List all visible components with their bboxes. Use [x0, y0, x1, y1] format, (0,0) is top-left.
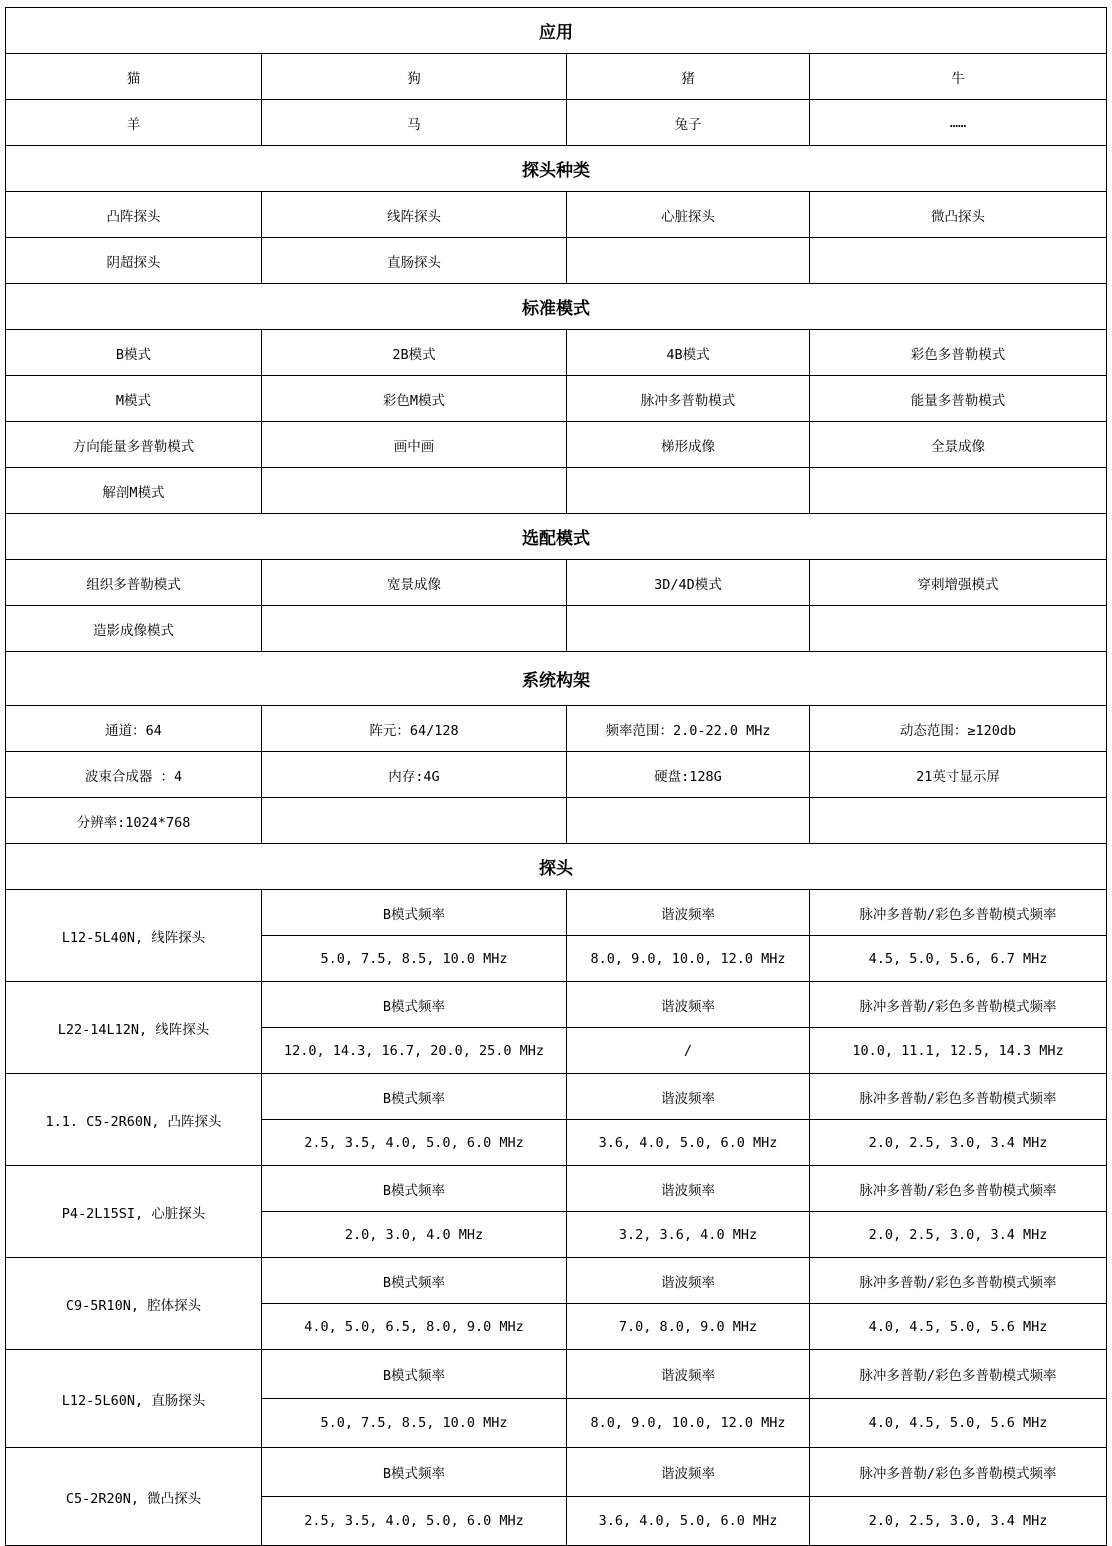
cell — [567, 798, 810, 844]
cell: 能量多普勒模式 — [810, 376, 1107, 422]
probe-name: L12-5L60N, 直肠探头 — [6, 1350, 262, 1448]
cell: 羊 — [6, 100, 262, 146]
probe-header-harmonic: 谐波频率 — [567, 1448, 810, 1497]
cell: 通道：64 — [6, 706, 262, 752]
cell: 造影成像模式 — [6, 606, 262, 652]
cell: 微凸探头 — [810, 192, 1107, 238]
cell: 画中画 — [262, 422, 567, 468]
cell — [810, 606, 1107, 652]
section-title-application: 应用 — [6, 8, 1107, 54]
cell: B模式 — [6, 330, 262, 376]
probe-name: L12-5L40N, 线阵探头 — [6, 890, 262, 982]
table-row — [6, 238, 1107, 284]
cell — [262, 606, 567, 652]
table-row — [6, 560, 1107, 606]
cell: 组织多普勒模式 — [6, 560, 262, 606]
cell: 内存:4G — [262, 752, 567, 798]
probe-harmonic-value: 8.0, 9.0, 10.0, 12.0 MHz — [567, 936, 810, 982]
probe-header-b-mode: B模式频率 — [262, 1166, 567, 1212]
cell: 宽景成像 — [262, 560, 567, 606]
probe-b-mode-value: 5.0, 7.5, 8.5, 10.0 MHz — [262, 936, 567, 982]
table-row — [6, 706, 1107, 752]
probe-b-mode-value: 2.5, 3.5, 4.0, 5.0, 6.0 MHz — [262, 1497, 567, 1546]
cell: 动态范围：≥120db — [810, 706, 1107, 752]
cell: 波束合成器 ：4 — [6, 752, 262, 798]
table-row — [6, 376, 1107, 422]
cell: 解剖M模式 — [6, 468, 262, 514]
cell: 兔子 — [567, 100, 810, 146]
section-title-optional-modes: 选配模式 — [6, 514, 1107, 560]
probe-harmonic-value: 8.0, 9.0, 10.0, 12.0 MHz — [567, 1399, 810, 1448]
probe-header-b-mode: B模式频率 — [262, 890, 567, 936]
table-row — [6, 54, 1107, 100]
table-row — [6, 606, 1107, 652]
probe-header-row — [6, 1166, 1107, 1212]
cell: 穿刺增强模式 — [810, 560, 1107, 606]
cell: 线阵探头 — [262, 192, 567, 238]
probe-header-b-mode: B模式频率 — [262, 1074, 567, 1120]
probe-doppler-value: 4.0, 4.5, 5.0, 5.6 MHz — [810, 1304, 1107, 1350]
probe-harmonic-value: 3.6, 4.0, 5.0, 6.0 MHz — [567, 1497, 810, 1546]
cell: 频率范围：2.0-22.0 MHz — [567, 706, 810, 752]
probe-doppler-value: 4.0, 4.5, 5.0, 5.6 MHz — [810, 1399, 1107, 1448]
probe-name: C5-2R20N, 微凸探头 — [6, 1448, 262, 1546]
table-row — [6, 752, 1107, 798]
probe-header-b-mode: B模式频率 — [262, 1350, 567, 1399]
spec-table — [5, 7, 1107, 1546]
probe-header-doppler: 脉冲多普勒/彩色多普勒模式频率 — [810, 1448, 1107, 1497]
cell — [262, 468, 567, 514]
probe-doppler-value: 2.0, 2.5, 3.0, 3.4 MHz — [810, 1497, 1107, 1546]
table-row — [6, 330, 1107, 376]
cell — [810, 798, 1107, 844]
probe-header-doppler: 脉冲多普勒/彩色多普勒模式频率 — [810, 890, 1107, 936]
cell: …… — [810, 100, 1107, 146]
table-row — [6, 798, 1107, 844]
section-title-system-architecture: 系统构架 — [6, 652, 1107, 706]
cell: 牛 — [810, 54, 1107, 100]
probe-harmonic-value: 7.0, 8.0, 9.0 MHz — [567, 1304, 810, 1350]
probe-b-mode-value: 12.0, 14.3, 16.7, 20.0, 25.0 MHz — [262, 1028, 567, 1074]
cell: 凸阵探头 — [6, 192, 262, 238]
cell: 心脏探头 — [567, 192, 810, 238]
probe-header-row — [6, 890, 1107, 936]
cell: 2B模式 — [262, 330, 567, 376]
probe-doppler-value: 2.0, 2.5, 3.0, 3.4 MHz — [810, 1212, 1107, 1258]
cell: 阵元：64/128 — [262, 706, 567, 752]
section-title-standard-modes: 标准模式 — [6, 284, 1107, 330]
probe-header-doppler: 脉冲多普勒/彩色多普勒模式频率 — [810, 1074, 1107, 1120]
probe-header-b-mode: B模式频率 — [262, 1448, 567, 1497]
probe-name: C9-5R10N, 腔体探头 — [6, 1258, 262, 1350]
probe-header-doppler: 脉冲多普勒/彩色多普勒模式频率 — [810, 1258, 1107, 1304]
probe-header-row — [6, 982, 1107, 1028]
cell — [262, 798, 567, 844]
cell: 分辨率:1024*768 — [6, 798, 262, 844]
probe-header-b-mode: B模式频率 — [262, 982, 567, 1028]
probe-b-mode-value: 4.0, 5.0, 6.5, 8.0, 9.0 MHz — [262, 1304, 567, 1350]
cell — [567, 468, 810, 514]
cell: 21英寸显示屏 — [810, 752, 1107, 798]
cell: 彩色M模式 — [262, 376, 567, 422]
probe-header-doppler: 脉冲多普勒/彩色多普勒模式频率 — [810, 1166, 1107, 1212]
probe-header-harmonic: 谐波频率 — [567, 1074, 810, 1120]
probe-b-mode-value: 5.0, 7.5, 8.5, 10.0 MHz — [262, 1399, 567, 1448]
cell: 马 — [262, 100, 567, 146]
cell — [567, 606, 810, 652]
probe-doppler-value: 4.5, 5.0, 5.6, 6.7 MHz — [810, 936, 1107, 982]
probe-header-harmonic: 谐波频率 — [567, 1350, 810, 1399]
cell: 梯形成像 — [567, 422, 810, 468]
table-row — [6, 192, 1107, 238]
probe-name: 1.1. C5-2R60N, 凸阵探头 — [6, 1074, 262, 1166]
probe-header-harmonic: 谐波频率 — [567, 1166, 810, 1212]
cell: 阴超探头 — [6, 238, 262, 284]
section-title-probes: 探头 — [6, 844, 1107, 890]
table-row — [6, 422, 1107, 468]
cell: 4B模式 — [567, 330, 810, 376]
probe-harmonic-value: / — [567, 1028, 810, 1074]
probe-header-doppler: 脉冲多普勒/彩色多普勒模式频率 — [810, 1350, 1107, 1399]
probe-header-b-mode: B模式频率 — [262, 1258, 567, 1304]
probe-doppler-value: 2.0, 2.5, 3.0, 3.4 MHz — [810, 1120, 1107, 1166]
cell: 3D/4D模式 — [567, 560, 810, 606]
cell — [810, 468, 1107, 514]
probe-doppler-value: 10.0, 11.1, 12.5, 14.3 MHz — [810, 1028, 1107, 1074]
table-row — [6, 468, 1107, 514]
probe-header-row — [6, 1448, 1107, 1497]
probe-header-row — [6, 1258, 1107, 1304]
table-row — [6, 100, 1107, 146]
probe-b-mode-value: 2.0, 3.0, 4.0 MHz — [262, 1212, 567, 1258]
probe-b-mode-value: 2.5, 3.5, 4.0, 5.0, 6.0 MHz — [262, 1120, 567, 1166]
cell: 猫 — [6, 54, 262, 100]
probe-header-harmonic: 谐波频率 — [567, 890, 810, 936]
probe-name: P4-2L15SI, 心脏探头 — [6, 1166, 262, 1258]
cell: M模式 — [6, 376, 262, 422]
cell: 直肠探头 — [262, 238, 567, 284]
probe-name: L22-14L12N, 线阵探头 — [6, 982, 262, 1074]
cell: 狗 — [262, 54, 567, 100]
cell: 全景成像 — [810, 422, 1107, 468]
cell — [810, 238, 1107, 284]
section-title-probe-types: 探头种类 — [6, 146, 1107, 192]
cell — [567, 238, 810, 284]
cell: 彩色多普勒模式 — [810, 330, 1107, 376]
probe-header-harmonic: 谐波频率 — [567, 982, 810, 1028]
cell: 方向能量多普勒模式 — [6, 422, 262, 468]
probe-header-harmonic: 谐波频率 — [567, 1258, 810, 1304]
probe-header-row — [6, 1074, 1107, 1120]
cell: 脉冲多普勒模式 — [567, 376, 810, 422]
cell: 硬盘:128G — [567, 752, 810, 798]
probe-harmonic-value: 3.2, 3.6, 4.0 MHz — [567, 1212, 810, 1258]
probe-header-row — [6, 1350, 1107, 1399]
probe-harmonic-value: 3.6, 4.0, 5.0, 6.0 MHz — [567, 1120, 810, 1166]
cell: 猪 — [567, 54, 810, 100]
probe-header-doppler: 脉冲多普勒/彩色多普勒模式频率 — [810, 982, 1107, 1028]
